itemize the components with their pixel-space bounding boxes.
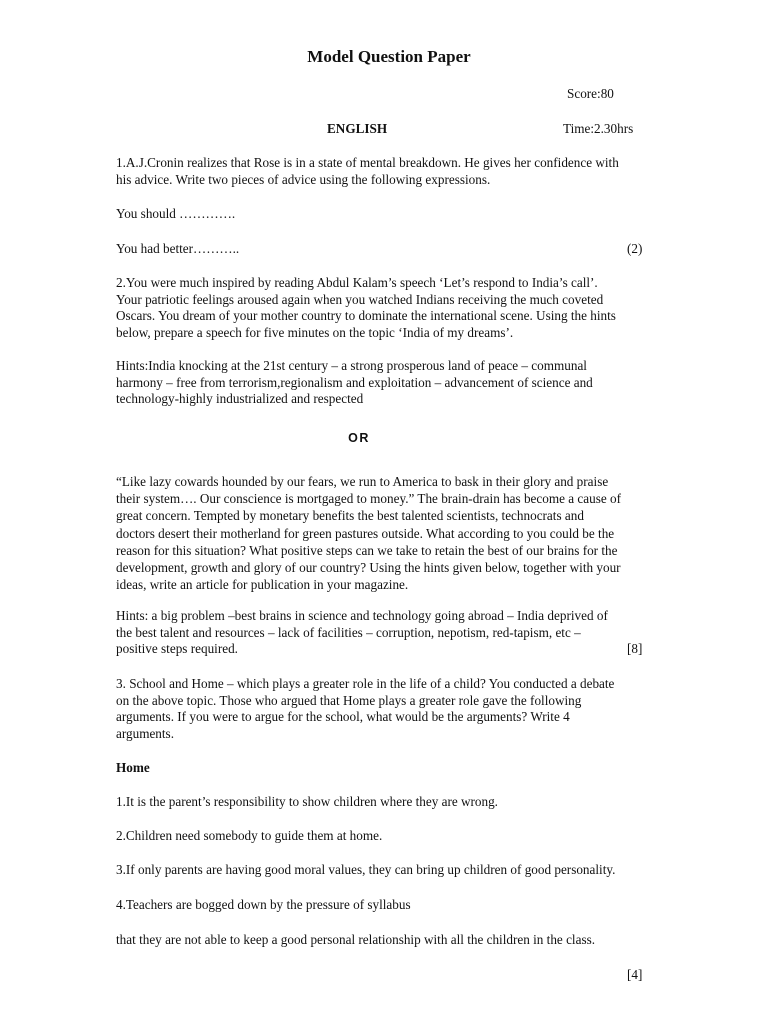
question-2-alternative-hints xyxy=(116,608,656,658)
text-line: reason for this situation? What positive steps can we take to retain the best of our brains for the xyxy=(116,542,618,558)
text-line: Hints: a big problem –best brains in science and technology going abroad – India deprived of xyxy=(116,608,608,623)
text-line: technology-highly industrialized and respected xyxy=(116,391,364,407)
question-3-text xyxy=(116,676,656,742)
subject-label: ENGLISH xyxy=(327,121,388,136)
argument-4-continued: that they are not able to keep a good personal relationship with all the children in the class. xyxy=(116,932,595,947)
text-line: 1.A.J.Cronin realizes that Rose is in a state of mental breakdown. He gives her confidence with xyxy=(116,155,619,170)
argument-4: 4.Teachers are bogged down by the pressure of syllabus xyxy=(116,897,411,912)
text-line: doctors desert their motherland for green pastures outside. What according to you could be the xyxy=(116,525,615,541)
text-line: their system…. Our conscience is mortgaged to money.” The brain-drain has become a cause of xyxy=(116,491,621,507)
text-line: the best talent and resources – lack of facilities – corruption, nepotism, red-tapism, etc – xyxy=(116,624,581,640)
text-line: below, prepare a speech for five minutes on the topic ‘India of my dreams’. xyxy=(116,324,514,340)
question-1-prompt-2: You had better……….. xyxy=(116,241,240,256)
argument-3: 3.If only parents are having good moral values, they can bring up children of good personality. xyxy=(116,862,616,877)
home-heading: Home xyxy=(116,760,150,775)
text-line: his advice. Write two pieces of advice using the following expressions. xyxy=(116,171,491,187)
question-1-prompt-1: You should …………. xyxy=(116,206,236,221)
text-line: 3. School and Home – which plays a greater role in the life of a child? You conducted a debate xyxy=(116,676,615,691)
time-label: Time:2.30hrs xyxy=(563,121,634,136)
question-2-alternative-text xyxy=(116,473,656,593)
argument-2: 2.Children need somebody to guide them at home. xyxy=(116,828,383,843)
text-line: arguments. xyxy=(116,725,174,741)
question-2-text xyxy=(116,275,656,341)
question-2-marks: [8] xyxy=(627,641,643,656)
text-line: great concern. Tempted by monetary benefits the best talented scientists, technocrats and xyxy=(116,508,584,524)
argument-1: 1.It is the parent’s responsibility to show children where they are wrong. xyxy=(116,794,498,809)
text-line: Your patriotic feelings aroused again when you watched Indians receiving the much coveted xyxy=(116,291,604,307)
text-line: on the above topic. Those who argued that Home plays a greater role gave the following xyxy=(116,692,582,708)
text-line: arguments. If you were to argue for the school, what would be the arguments? Write 4 xyxy=(116,709,570,725)
question-1-text xyxy=(116,155,656,188)
question-3-marks: [4] xyxy=(627,967,643,982)
question-2-hints xyxy=(116,358,656,408)
text-line: Hints:India knocking at the 21st century – a strong prosperous land of peace – communal xyxy=(116,358,587,373)
page-title: Model Question Paper xyxy=(307,47,471,66)
text-line: “Like lazy cowards hounded by our fears, we run to America to bask in their glory and praise xyxy=(116,474,609,489)
or-separator: OR xyxy=(348,431,370,445)
text-line: development, growth and glory of our country? Using the hints given below, together with your xyxy=(116,560,621,576)
text-line: positive steps required. xyxy=(116,641,238,657)
question-1-marks: (2) xyxy=(627,241,643,256)
text-line: Oscars. You dream of your mother country to dominate the international scene. Using the hints xyxy=(116,308,616,324)
score-label: Score:80 xyxy=(567,86,614,101)
text-line: harmony – free from terrorism,regionalism and exploitation – advancement of science and xyxy=(116,374,593,390)
text-line: 2.You were much inspired by reading Abdul Kalam’s speech ‘Let’s respond to India’s call’. xyxy=(116,275,598,290)
text-line: ideas, write an article for publication in your magazine. xyxy=(116,577,409,593)
